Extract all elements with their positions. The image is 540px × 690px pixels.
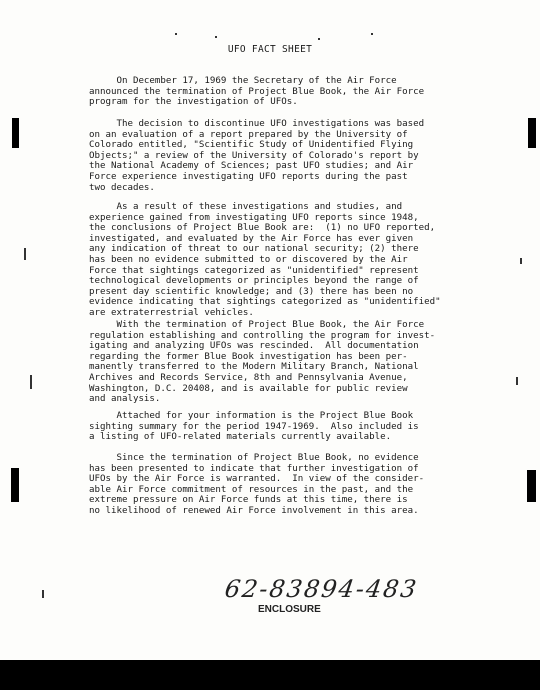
paragraph-no-evidence: Since the termination of Project Blue Book, no evidence has been presented to indicate that further investigation of UFOs by the Air Force is warranted. In view of the consider- able Air Force commitment of resources in the past, and the extreme pressure on Air Force funds at this time, there is no likelihood of renewed Air Force involvement in this area. [89,453,425,516]
paragraph-decision: The decision to discontinue UFO investigations was based on an evaluation of a report prepared by the University of Colorado entitled, "Scientific Study of Unidentified Flying Objects;" a review of the University of Colorado's report by the National Academy of Sciences; past UFO studies; and Air Force experience investigating UFO reports during the past two decades. [89,119,425,193]
paragraph-announcement: On December 17, 1969 the Secretary of the Air Force announced the termination of Project Blue Book, the Air Force program for the investigation of UFOs. [89,76,425,108]
scan-speck [215,36,217,38]
paragraph-attachment: Attached for your information is the Project Blue Book sighting summary for the period 1947-1969. Also included is a listing of UFO-related materials currently available. [89,411,419,443]
scan-speck [42,590,44,598]
punch-mark-left-bottom [11,468,19,502]
scan-speck [520,258,522,264]
enclosure-stamp: ENCLOSURE [258,604,321,615]
scan-speck [175,33,177,35]
scan-speck [318,38,320,40]
handwritten-file-number: 62-83894-483 [223,575,420,603]
scan-speck [516,377,518,385]
paragraph-termination: With the termination of Project Blue Book, the Air Force regulation establishing and controlling the program for invest- igating and analyzing UFOs was rescinded. All documentation regarding the former Blue Book investigation has been per- manently transferred to the Modern Military Branch, National Archives and Records Service, 8th and Pennsylvania Avenue, Washington, D.C. 20408, and is available for public review and analysis. [89,320,436,405]
scan-bottom-border [0,660,540,690]
scan-speck [371,33,373,35]
document-title: UFO FACT SHEET [227,44,313,55]
paragraph-conclusions: As a result of these investigations and studies, and experience gained from investigating UFO reports since 1948, the conclusions of Project Blue Book are: (1) no UFO reported, investigated, and evaluated by the Air Force has ever given any indication of threat to our national security; (2) there has been no evidence submitted to or discovered by the Air Force that sightings categorized as "unidentified" represent technological developments or principles beyond the range of present day scientific knowledge; and (3) there has been no evidence indicating that sightings categorized as "unidentified" are extraterrestrial vehicles. [89,202,441,318]
punch-mark-left-top [12,118,19,148]
punch-mark-right-top [528,118,536,148]
scan-speck [30,375,32,389]
punch-mark-right-bottom [527,470,536,502]
scan-speck [24,248,26,260]
